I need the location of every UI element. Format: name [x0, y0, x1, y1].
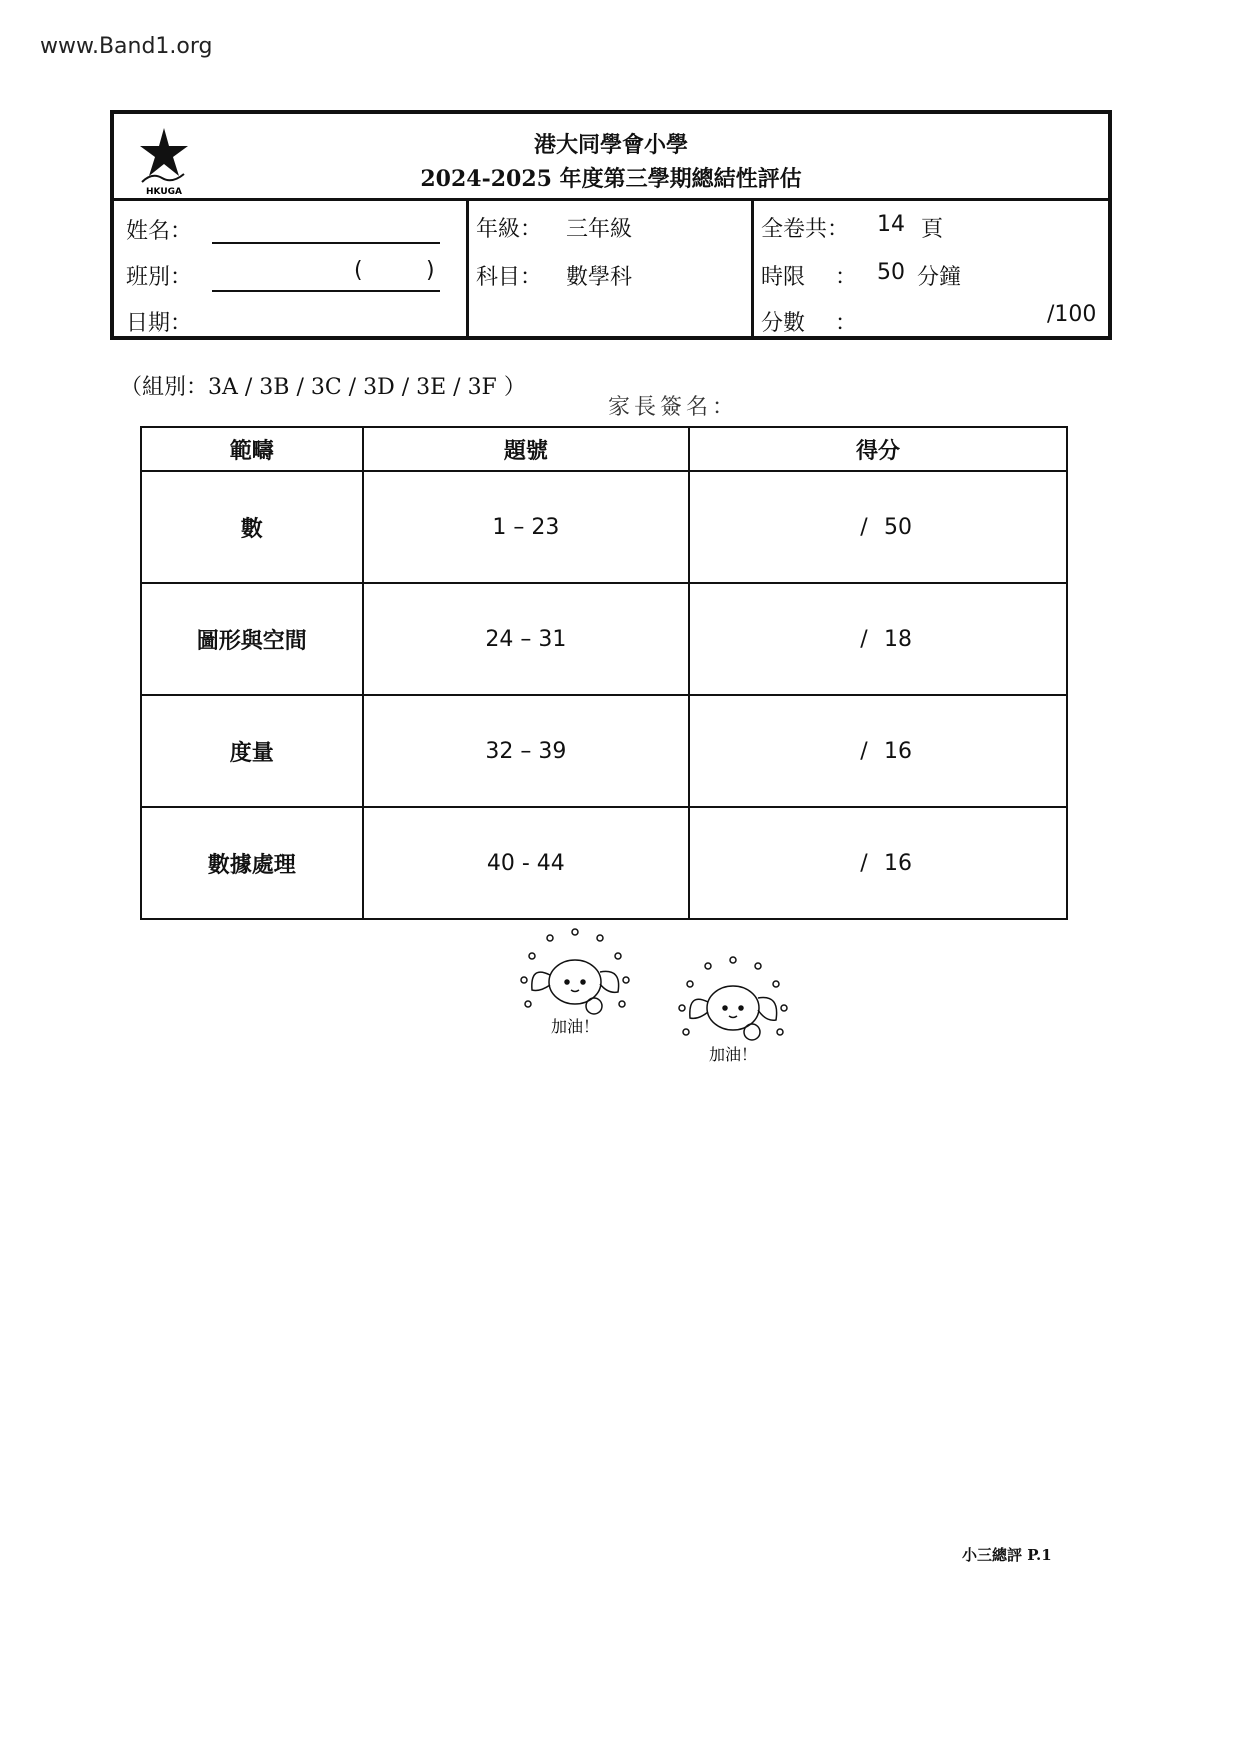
- pages-label: 全卷共：: [761, 217, 850, 242]
- page-footer: 小三總評 P.1: [962, 1546, 1052, 1564]
- score-slash: /: [860, 738, 868, 764]
- date-label: 日期：: [126, 311, 193, 336]
- exam-info: [466, 198, 754, 336]
- time-label: 時限: [761, 265, 806, 290]
- subject-value: 數學科: [566, 265, 633, 290]
- time-unit: 分鐘: [917, 265, 962, 290]
- questions-cell: 40 - 44: [363, 807, 689, 919]
- table-row: [141, 583, 1067, 695]
- name-label: 姓名：: [126, 219, 193, 244]
- category-cell: 數據處理: [141, 807, 363, 919]
- table-row: [141, 695, 1067, 807]
- groups-line: （組別：3A / 3B / 3C / 3D / 3E / 3F ）: [120, 375, 526, 400]
- score-total: /100: [1047, 302, 1097, 327]
- class-field[interactable]: [212, 290, 440, 292]
- category-cell: 圖形與空間: [141, 583, 363, 695]
- score-table: [140, 426, 1068, 920]
- stamp-text: 加油！: [708, 1045, 758, 1064]
- header-category: 範疇: [141, 427, 363, 471]
- pages-unit: 頁: [921, 217, 944, 242]
- score-max: 18: [884, 626, 913, 652]
- header-questions: 題號: [363, 427, 689, 471]
- time-colon: ：: [835, 265, 858, 290]
- score-cell[interactable]: [689, 807, 1067, 919]
- category-cell: 度量: [141, 695, 363, 807]
- exam-header: [110, 110, 1112, 340]
- cinnamoroll-stamp-icon: [510, 920, 640, 1050]
- parent-signature-label: 家長簽名：: [608, 395, 739, 420]
- title-row: [114, 114, 1108, 201]
- cinnamoroll-stamp-icon: [668, 948, 798, 1078]
- header-score: 得分: [689, 427, 1067, 471]
- name-field[interactable]: [212, 242, 440, 244]
- pages-value: 14: [877, 212, 905, 237]
- time-value: 50: [877, 260, 905, 285]
- category-cell: 數: [141, 471, 363, 583]
- score-slash: /: [860, 850, 868, 876]
- class-label: 班別：: [126, 265, 193, 290]
- table-header-row: [141, 427, 1067, 471]
- score-cell[interactable]: [689, 695, 1067, 807]
- grade-value: 三年級: [566, 217, 633, 242]
- class-paren-close: ): [426, 258, 435, 283]
- score-slash: /: [860, 626, 868, 652]
- logo-text: HKUGA: [145, 187, 183, 196]
- score-cell[interactable]: [689, 471, 1067, 583]
- score-max: 50: [884, 514, 913, 540]
- grade-label: 年級：: [476, 217, 543, 242]
- table-row: [141, 807, 1067, 919]
- watermark: www.Band1.org: [40, 34, 213, 59]
- score-colon: ：: [835, 311, 858, 336]
- score-slash: /: [860, 514, 868, 540]
- score-cell[interactable]: [689, 583, 1067, 695]
- score-max: 16: [884, 850, 913, 876]
- paper-info: [751, 198, 1108, 336]
- school-name: 港大同學會小學: [533, 132, 688, 158]
- questions-cell: 32 – 39: [363, 695, 689, 807]
- student-info: [114, 198, 469, 336]
- score-label: 分數: [761, 311, 806, 336]
- score-max: 16: [884, 738, 913, 764]
- exam-title: 2024-2025 年度第三學期總結性評估: [420, 166, 802, 192]
- table-row: [141, 471, 1067, 583]
- stamp-text: 加油！: [550, 1017, 600, 1036]
- questions-cell: 1 – 23: [363, 471, 689, 583]
- class-paren-open: (: [354, 258, 363, 283]
- subject-label: 科目：: [476, 265, 543, 290]
- questions-cell: 24 – 31: [363, 583, 689, 695]
